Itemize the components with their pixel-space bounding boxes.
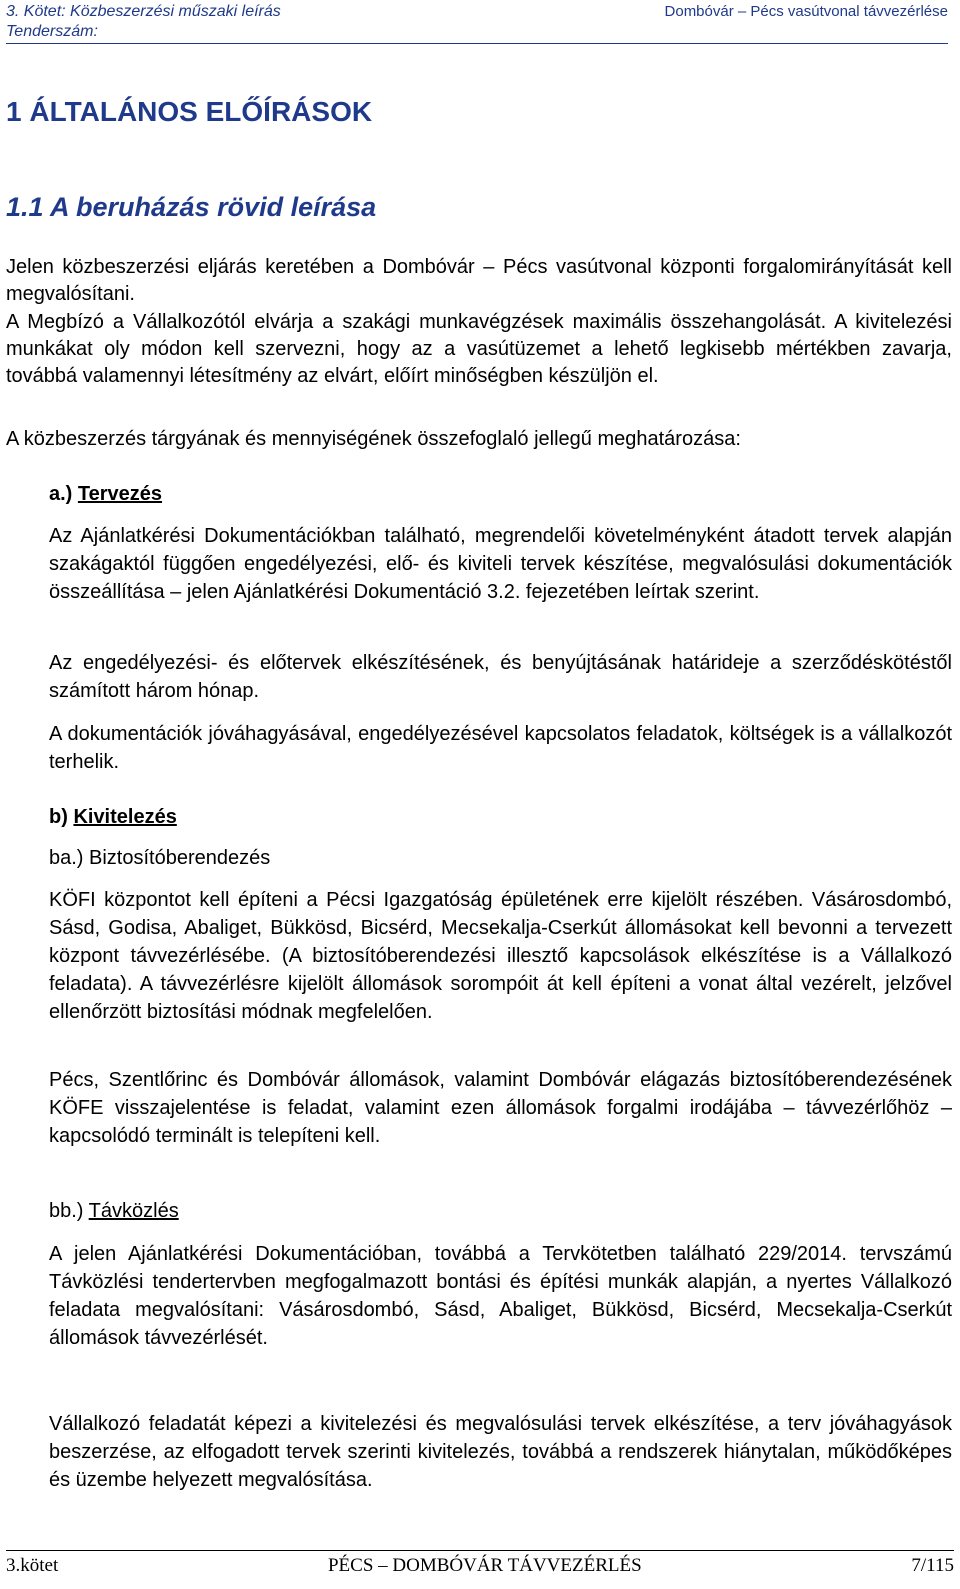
section-a-paragraph-3: A dokumentációk jóváhagyásával, engedélyezésével kapcsolatos feladatok, költségek is a vállalkozót terhelik. [49,723,952,773]
section-a-title: Tervezés [77,483,163,505]
section-a-prefix: a.) [49,483,78,505]
section-a-paragraph-2: Az engedélyezési- és előtervek elkészítésének, és benyújtásának határideje a szerződéskötéstől számított három hónap. [49,652,952,702]
section-b-title: Kivitelezés [73,806,177,828]
section-b-heading [49,806,177,829]
footer-page-number: 7/115 [911,1555,954,1576]
section-bb-title: Távközlés [88,1200,179,1222]
section-a-heading [49,483,162,506]
section-ba-heading: ba.) Biztosítóberendezés [49,847,271,869]
footer-project: PÉCS – DOMBÓVÁR TÁVVEZÉRLÉS [327,1555,642,1576]
header-project: Dombóvár – Pécs vasútvonal távvezérlése [664,3,948,20]
footer-volume: 3.kötet [6,1555,59,1576]
intro-paragraph-2: A Megbízó a Vállalkozótól elvárja a szakági munkavégzések maximális összehangolását. A kivitelezési munkákat oly módon kell szervezni, hogy az a vasútüzemet a lehető legkisebb mértékben zavarja, továbbá valamennyi létesítmény az elvárt, előírt minőségben készüljön el. [6,311,952,387]
section-bb-prefix: bb.) [49,1200,89,1222]
section-a-paragraph-1: Az Ajánlatkérési Dokumentációkban található, megrendelői követelményként átadott tervek alapján szakágaktól függően engedélyezési, elő- és kiviteli tervek készítése, megvalósulási dokumentációk összeállítása – jelen Ajánlatkérési Dokumentáció 3.2. fejezetében leírtak szerint. [49,525,952,603]
heading-2: 1.1 A beruházás rövid leírása [6,192,377,222]
intro-paragraph-1: Jelen közbeszerzési eljárás keretében a Dombóvár – Pécs vasútvonal központi forgalomirányítását kell megvalósítani. [6,256,952,305]
section-b-prefix: b) [49,806,74,828]
header-tender: Tenderszám: [6,23,98,40]
footer-divider [6,1550,954,1551]
intro-paragraph-3: A közbeszerzés tárgyának és mennyiségének összefoglaló jellegű meghatározása: [6,428,741,450]
section-bb-paragraph-2: Vállalkozó feladatát képezi a kivitelezési és megvalósulási tervek elkészítése, a terv jóváhagyások beszerzése, az elfogadott tervek szerinti kivitelezés, továbbá a rendszerek hiánytalan, működőképes és üzembe helyezett megvalósítása. [49,1413,952,1491]
section-ba-paragraph-2: Pécs, Szentlőrinc és Dombóvár állomások, valamint Dombóvár elágazás biztosítóberendezésének KÖFE visszajelentése is feladat, valamint ezen állomások forgalmi irodájába – távvezérlőhöz – kapcsolódó terminált is telepíteni kell. [49,1069,952,1147]
header-divider [6,43,948,44]
page-footer [6,1555,954,1577]
header-title: 3. Kötet: Közbeszerzési műszaki leírás [6,3,281,20]
section-bb-paragraph-1: A jelen Ajánlatkérési Dokumentációban, továbbá a Tervkötetben található 229/2014. tervszámú Távközlési tendertervben megfogalmazott bontási és építési munkák alapján, a nyertes Vállalkozó feladata megvalósítani: Vásárosdombó, Sásd, Abaliget, Bükkösd, Bicsérd, Mecsekalja-Cserkút állomások távvezérlését. [49,1243,952,1349]
heading-1: 1 ÁLTALÁNOS ELŐÍRÁSOK [6,96,373,127]
page-header [6,2,948,42]
section-bb-heading [49,1200,179,1223]
section-ba-paragraph-1: KÖFI központot kell építeni a Pécsi Igazgatóság épületének erre kijelölt részében. Vásárosdombó, Sásd, Godisa, Abaliget, Bükkösd, Bicsérd, Mecsekalja-Cserkút állomásokat kell bevonni a tervezett központ távvezérlésébe. (A biztosítóberendezési illesztő kapcsolások elkészítése is a Vállalkozó feladata). A távvezérlésre kijelölt állomások sorompóit át kell építeni a vonat által vezérelt, jelzővel ellenőrzött biztosítási módnak megfelelően. [49,889,952,1023]
